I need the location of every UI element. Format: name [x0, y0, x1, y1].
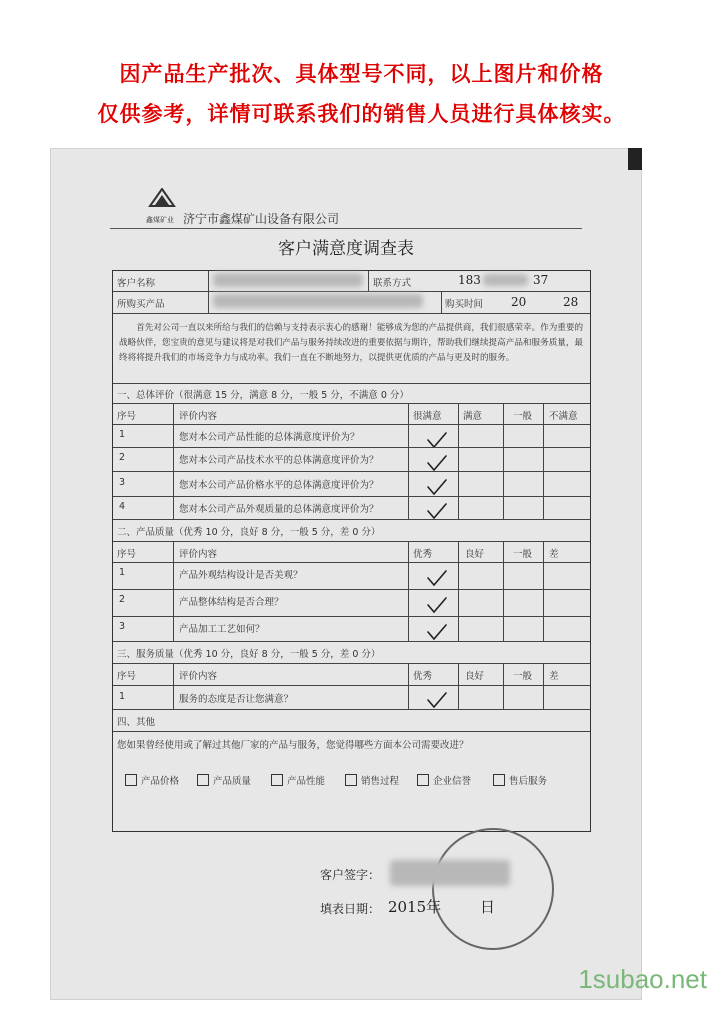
s1-row1-no: 1 — [119, 429, 126, 440]
s1-row4-no: 4 — [119, 501, 126, 512]
contact-label: 联系方式 — [373, 278, 412, 289]
checkbox-icon — [345, 774, 357, 786]
contact-redacted — [483, 274, 528, 286]
s1-header-no: 序号 — [117, 411, 137, 422]
product-label: 所购买产品 — [117, 299, 165, 310]
s2-header-poor: 差 — [549, 549, 559, 560]
section4-question: 您如果曾经使用或了解过其他厂家的产品与服务，您觉得哪些方面本公司需要改进？ — [117, 740, 469, 751]
signature-redacted — [390, 860, 510, 886]
survey-table — [112, 270, 591, 832]
s2-row3-text: 产品加工工艺如何？ — [179, 624, 265, 635]
s2-row1-text: 产品外观结构设计是否美观？ — [179, 570, 303, 581]
s2-row3-no: 3 — [119, 621, 126, 632]
purchase-time-end: 28 — [563, 295, 579, 309]
s3-header-content: 评价内容 — [179, 671, 218, 682]
s3-header-excellent: 优秀 — [413, 671, 433, 682]
option-product-performance: 产品性能 — [271, 773, 325, 787]
col-line — [173, 663, 174, 709]
s3-header-good: 良好 — [465, 671, 485, 682]
row-line — [113, 709, 590, 710]
contact-value-end: 37 — [533, 273, 549, 287]
row-line — [113, 685, 590, 686]
option-product-quality: 产品质量 — [197, 773, 251, 787]
s3-row1-no: 1 — [119, 691, 126, 702]
checkbox-icon — [271, 774, 283, 786]
option-product-price: 产品价格 — [125, 773, 179, 787]
s1-row3-text: 您对本公司产品价格水平的总体满意度评价为？ — [179, 480, 379, 491]
checkmark-icon — [426, 623, 448, 641]
col-line — [408, 541, 409, 641]
col-line — [173, 541, 174, 641]
checkbox-icon — [197, 774, 209, 786]
section2-title: 二、产品质量（优秀 10 分，良好 8 分，一般 5 分，差 0 分） — [117, 527, 381, 538]
checkbox-icon — [493, 774, 505, 786]
section4-title: 四、其他 — [117, 717, 156, 728]
s3-header-average: 一般 — [513, 671, 533, 682]
checkmark-icon — [426, 596, 448, 614]
col-line — [543, 403, 544, 519]
product-redacted — [213, 294, 423, 308]
customer-name-label: 客户名称 — [117, 278, 156, 289]
row-line — [113, 731, 590, 732]
contact-value-start: 183 — [458, 273, 481, 287]
s2-header-content: 评价内容 — [179, 549, 218, 560]
s2-header-average: 一般 — [513, 549, 533, 560]
col-line — [503, 663, 504, 709]
col-line — [458, 541, 459, 641]
date-year: 2015年 — [388, 898, 442, 916]
col-line — [458, 403, 459, 519]
s1-header-unsatisfied: 不满意 — [549, 411, 578, 422]
s2-header-excellent: 优秀 — [413, 549, 433, 560]
s3-row1-text: 服务的态度是否让您满意？ — [179, 694, 294, 705]
logo-text: 鑫煤矿业 — [146, 216, 174, 224]
customer-name-redacted — [213, 273, 363, 287]
row-line — [113, 519, 590, 520]
row-line — [113, 383, 590, 384]
s1-row4-text: 您对本公司产品外观质量的总体满意度评价为？ — [179, 504, 379, 515]
col-line — [208, 271, 209, 313]
option-sales-process: 销售过程 — [345, 773, 399, 787]
company-name: 济宁市鑫煤矿山设备有限公司 — [183, 212, 340, 226]
col-line — [503, 403, 504, 519]
checkmark-icon — [426, 569, 448, 587]
purchase-time-label: 购买时间 — [445, 299, 484, 310]
s1-row2-no: 2 — [119, 452, 126, 463]
s2-header-no: 序号 — [117, 549, 137, 560]
company-seal — [432, 828, 554, 950]
form-title: 客户满意度调查表 — [278, 239, 414, 259]
s1-header-very-satisfied: 很满意 — [413, 411, 442, 422]
row-line — [113, 616, 590, 617]
section3-title: 三、服务质量（优秀 10 分，良好 8 分，一般 5 分，差 0 分） — [117, 649, 381, 660]
s1-header-average: 一般 — [513, 411, 533, 422]
notice-line-2: 仅供参考，详情可联系我们的销售人员进行具体核实。 — [97, 102, 626, 126]
s2-row2-text: 产品整体结构是否合理？ — [179, 597, 284, 608]
date-day: 日 — [480, 898, 496, 916]
s1-header-satisfied: 满意 — [463, 411, 483, 422]
s1-header-content: 评价内容 — [179, 411, 218, 422]
col-line — [441, 291, 442, 313]
row-line — [113, 641, 590, 642]
company-divider — [110, 228, 582, 229]
scan-corner — [628, 148, 642, 170]
col-line — [543, 541, 544, 641]
col-line — [503, 541, 504, 641]
col-line — [408, 663, 409, 709]
scanned-survey-form — [50, 148, 642, 1000]
row-line — [113, 424, 590, 425]
row-line — [113, 496, 590, 497]
signature-label: 客户签字： — [320, 868, 381, 882]
row-line — [113, 541, 590, 542]
col-line — [173, 403, 174, 519]
watermark: 1subao.net — [578, 964, 707, 994]
row-line — [113, 589, 590, 590]
option-after-sales: 售后服务 — [493, 773, 547, 787]
checkmark-icon — [426, 691, 448, 709]
s3-header-poor: 差 — [549, 671, 559, 682]
s3-header-no: 序号 — [117, 671, 137, 682]
row-line — [113, 291, 590, 292]
col-line — [368, 271, 369, 291]
col-line — [543, 663, 544, 709]
purchase-time-start: 20 — [511, 295, 527, 309]
intro-paragraph: 首先对公司一直以来所给与我们的信赖与支持表示衷心的感谢！能够成为您的产品提供商，我们很感荣幸。作为重要的战略伙伴，您宝贵的意见与建议将是对我们产品与服务持续改进的重要依据与期许，帮助我们继续提高产品和服务质量，最终将将提升我们的市场竞争力与成功率。我们一直在不断地努力，以提供更优质的产品与更及时的服务。 — [119, 323, 584, 363]
section1-title: 一、总体评价（很满意 15 分，满意 8 分，一般 5 分，不满意 0 分） — [117, 390, 409, 401]
col-line — [408, 403, 409, 519]
option-reputation: 企业信誉 — [417, 773, 471, 787]
row-line — [113, 562, 590, 563]
s2-header-good: 良好 — [465, 549, 485, 560]
row-line — [113, 313, 590, 314]
row-line — [113, 471, 590, 472]
s2-row1-no: 1 — [119, 567, 126, 578]
notice-line-1: 因产品生产批次、具体型号不同，以上图片和价格 — [119, 62, 604, 86]
checkbox-icon — [417, 774, 429, 786]
s1-row2-text: 您对本公司产品技术水平的总体满意度评价为？ — [179, 455, 379, 466]
row-line — [113, 403, 590, 404]
s2-row2-no: 2 — [119, 594, 126, 605]
date-label: 填表日期： — [320, 902, 381, 916]
s1-row1-text: 您对本公司产品性能的总体满意度评价为？ — [179, 432, 360, 443]
checkmark-icon — [426, 502, 448, 520]
checkbox-icon — [125, 774, 137, 786]
row-line — [113, 447, 590, 448]
company-logo-icon — [145, 188, 179, 214]
checkmark-icon — [426, 478, 448, 496]
row-line — [113, 663, 590, 664]
s1-row3-no: 3 — [119, 477, 126, 488]
checkmark-icon — [426, 454, 448, 472]
col-line — [458, 663, 459, 709]
